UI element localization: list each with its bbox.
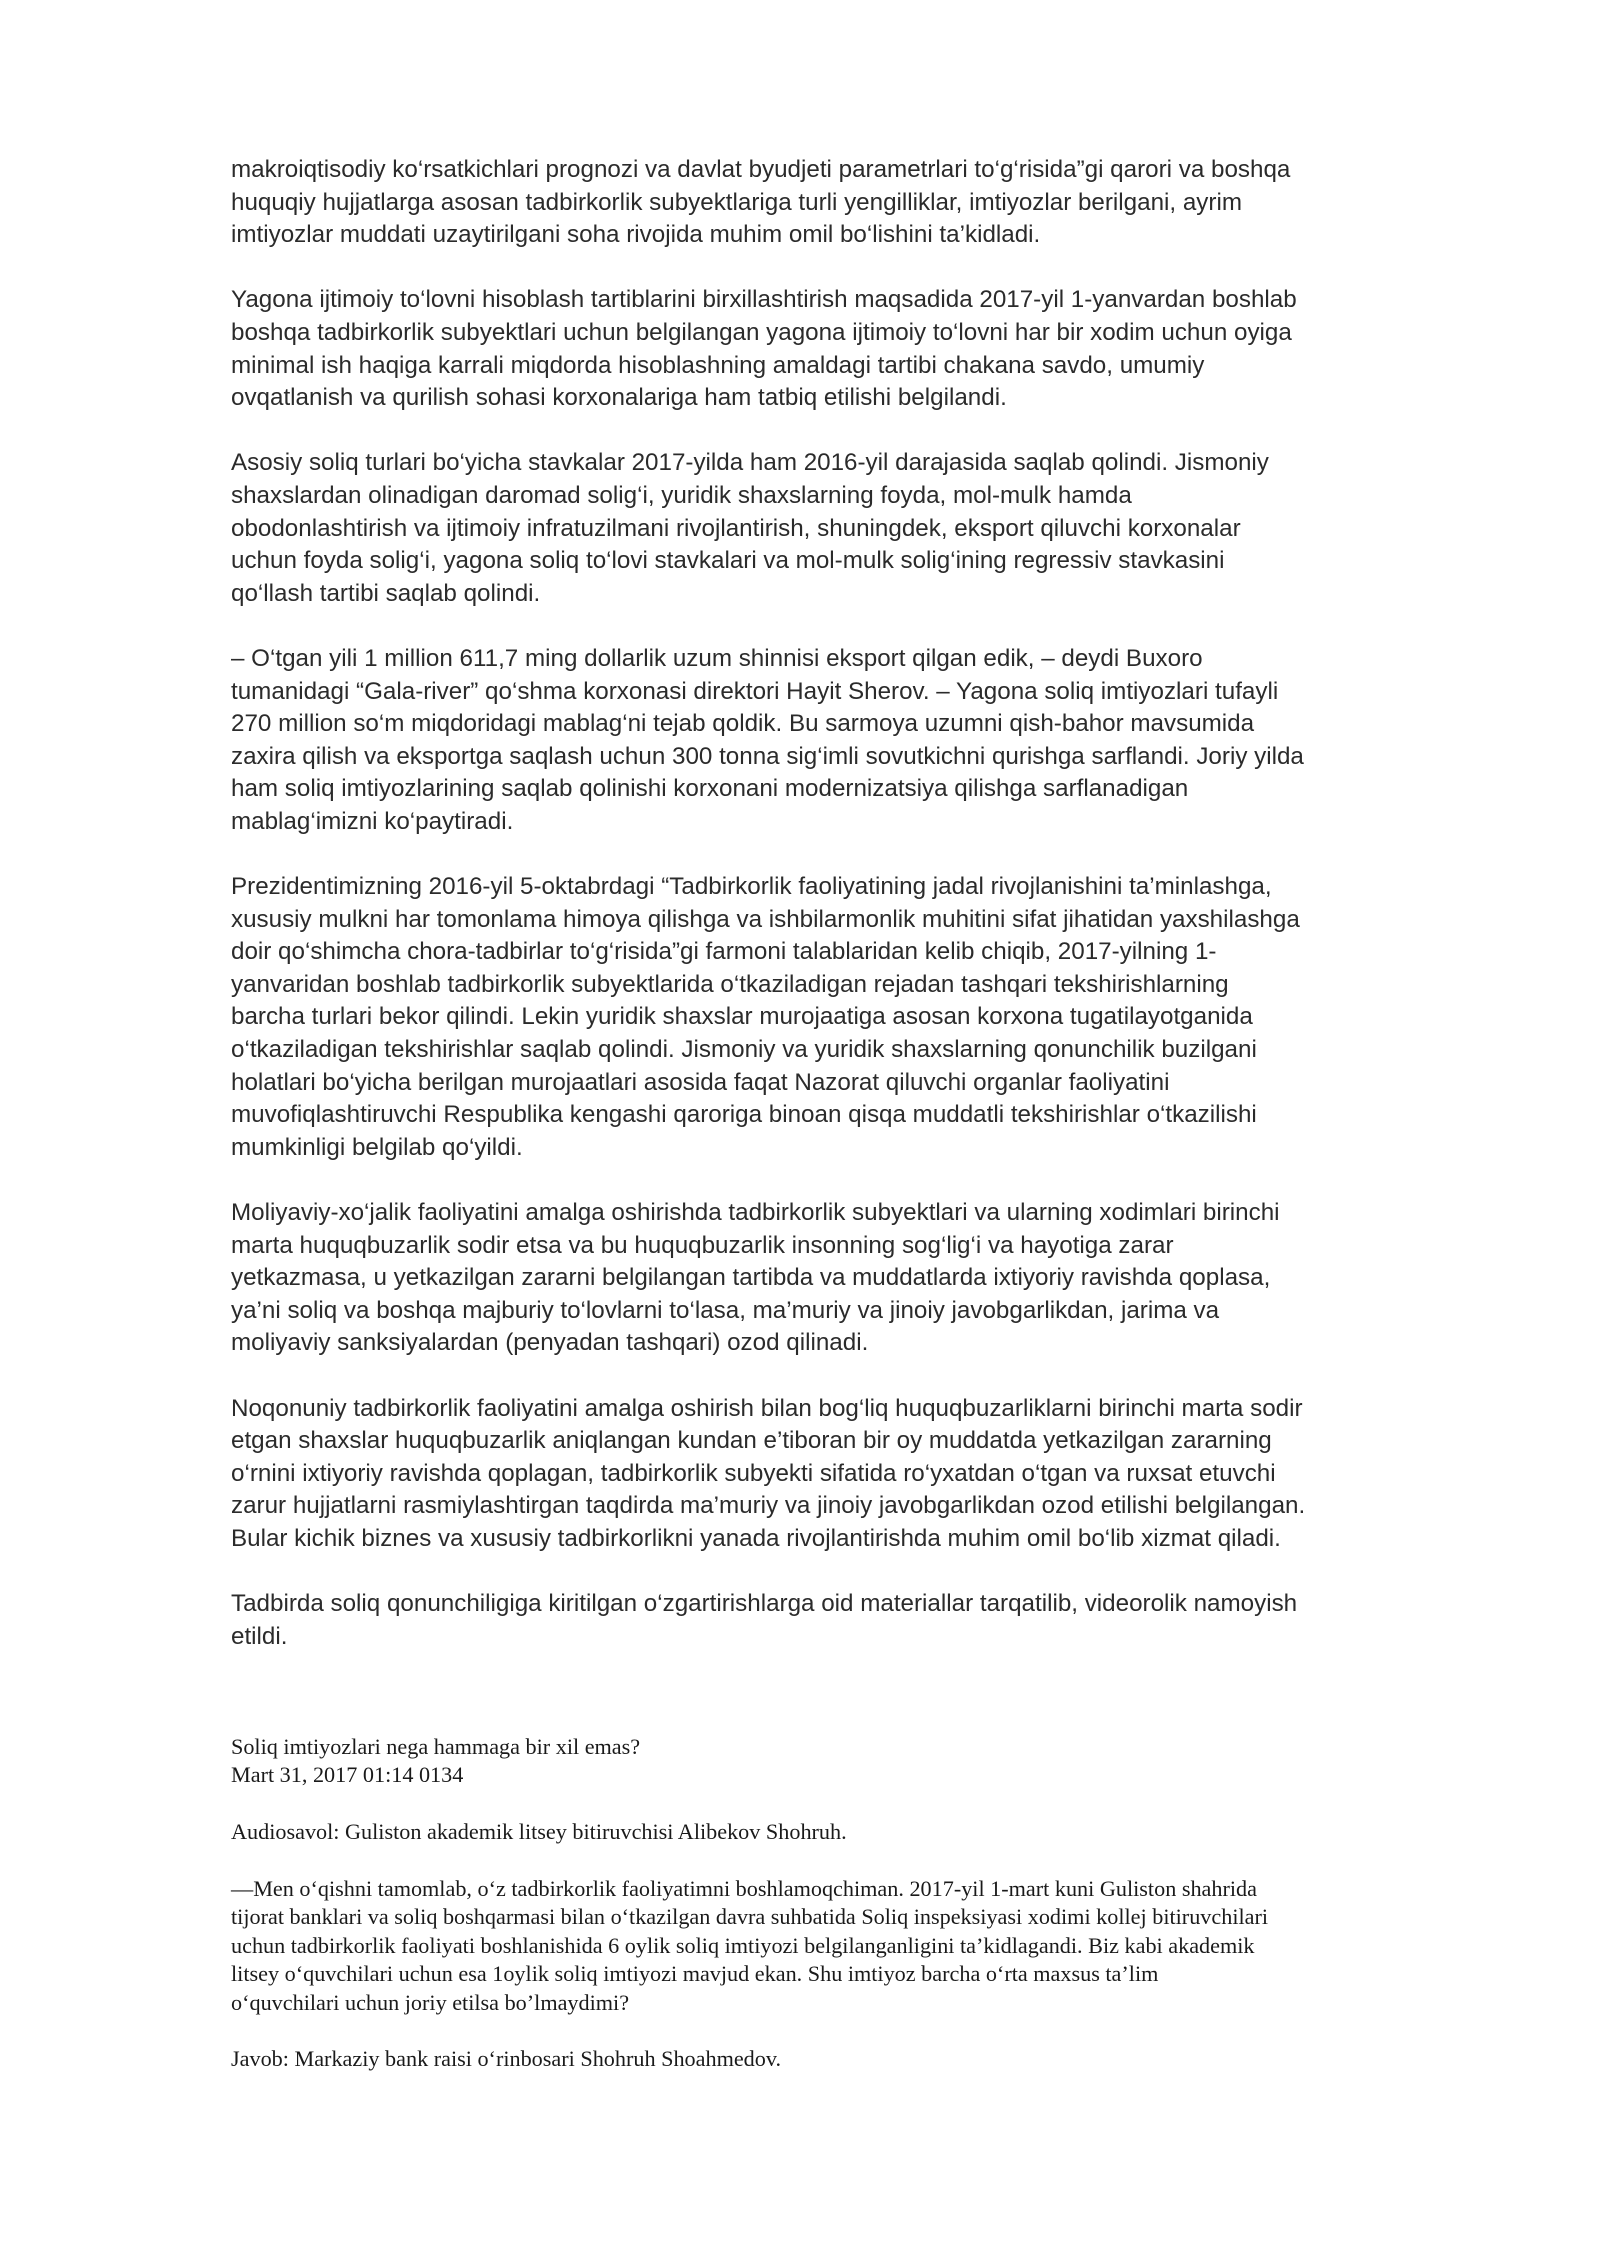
qa-header: [231, 1733, 1531, 1790]
qa-heading: Soliq imtiyozlari nega hammaga bir xil emas?: [231, 1734, 641, 1759]
article-paragraph: Asosiy soliq turlari bo‘yicha stavkalar 2017-yilda ham 2016-yil darajasida saqlab qolindi. Jismoniy shaxslardan olinadigan daromad solig‘i, yuridik shaxslarning foyda, mol-mulk hamda obodonlashtirish va ijtimoiy infratuzilmani rivojlantirish, shuningdek, eksport qiluvchi korxonalar uchun foyda solig‘i, yagona soliq to‘lovi stavkalari va mol-mulk solig‘ining regressiv stavkasini qo‘llash tartibi saqlab qolindi.: [231, 449, 1269, 607]
qa-question-intro: Audiosavol: Guliston akademik litsey bitiruvchisi Alibekov Shohruh.: [231, 1819, 847, 1845]
article-paragraph: Tadbirda soliq qonunchiligiga kiritilgan o‘zgartirishlarga oid materiallar tarqatilib, videorolik namoyish etildi.: [231, 1590, 1298, 1650]
qa-section: [231, 1733, 1531, 2102]
article-paragraph: Moliyaviy-xo‘jalik faoliyatini amalga oshirishda tadbirkorlik subyektlari va ularning xodimlari birinchi marta huquqbuzarlik sodir etsa va bu huquqbuzarlik insonning sog‘lig‘i va hayotiga zarar yetkazmasa, u yetkazilgan zararni belgilangan tartibda va muddatlarda ixtiyoriy ravishda qoplasa, ya’ni soliq va boshqa majburiy to‘lovlarni to‘lasa, ma’muriy va jinoiy javobgarlikdan, jarima va moliyaviy sanksiyalardan (penyadan tashqari) ozod qilinadi.: [231, 1199, 1280, 1357]
article-body: [231, 154, 1531, 1686]
article-paragraph: Yagona ijtimoiy to‘lovni hisoblash tartiblarini birxillashtirish maqsadida 2017-yil 1-yanvardan boshlab boshqa tadbirkorlik subyektlari uchun belgilangan yagona ijtimoiy to‘lovni har bir xodim uchun oyiga minimal ish haqiga karrali miqdorda hisoblashning amaldagi tartibi chakana savdo, umumiy ovqatlanish va qurilish sohasi korxonalariga ham tatbiq etilishi belgilandi.: [231, 286, 1297, 412]
qa-question: —Men o‘qishni tamomlab, o‘z tadbirkorlik faoliyatimni boshlamoqchiman. 2017-yil 1-mart kuni Guliston shahrida tijorat banklari va soliq boshqarmasi bilan o‘tkazilgan davra suhbatida Soliq inspeksiyasi xodimi kollej bitiruvchilari uchun tadbirkorlik faoliyati boshlanishida 6 oylik soliq imtiyozi belgilanganligini ta’kidlagandi. Biz kabi akademik litsey o‘quvchilari uchun esa 1oylik soliq imtiyozi mavjud ekan. Shu imtiyoz barcha o‘rta maxsus ta’lim o‘quvchilari uchun joriy etilsa bo’lmaydimi?: [231, 1876, 1269, 2015]
qa-dateline: Mart 31, 2017 01:14 0134: [231, 1762, 464, 1788]
qa-answer-intro: Javob: Markaziy bank raisi o‘rinbosari Shohruh Shoahmedov.: [231, 2046, 782, 2072]
article-paragraph: Prezidentimizning 2016-yil 5-oktabrdagi “Tadbirkorlik faoliyatining jadal rivojlanishini ta’minlashga, xususiy mulkni har tomonlama himoya qilishga va ishbilarmonlik muhitini sifat jihatidan yaxshilashga doir qo‘shimcha chora-tadbirlar to‘g‘risida”gi farmoni talablaridan kelib chiqib, 2017-yilning 1- yanvaridan boshlab tadbirkorlik subyektlarida o‘tkaziladigan rejadan tashqari tekshirishlarning barcha turlari bekor qilindi. Lekin yuridik shaxslar murojaatiga asosan korxona tugatilayotganida o‘tkaziladigan tekshirishlar saqlab qolindi. Jismoniy va yuridik shaxslarning qonunchilik buzilgani holatlari bo‘yicha berilgan murojaatlari asosida faqat Nazorat qiluvchi organlar faoliyatini muvofiqlashtiruvchi Respublika kengashi qaroriga binoan qisqa muddatli tekshirishlar o‘tkazilishi mumkinligi belgilab qo‘yildi.: [231, 873, 1300, 1161]
article-paragraph: Noqonuniy tadbirkorlik faoliyatini amalga oshirish bilan bog‘liq huquqbuzarliklarni birinchi marta sodir etgan shaxslar huquqbuzarlik aniqlangan kundan e’tiboran bir oy muddatda yetkazilgan zararning o‘rnini ixtiyoriy ravishda qoplagan, tadbirkorlik subyekti sifatida ro‘yxatdan o‘tgan va ruxsat etuvchi zarur hujjatlarni rasmiylashtirgan taqdirda ma’muriy va jinoiy javobgarlikdan ozod etilishi belgilangan. Bular kichik biznes va xususiy tadbirkorlikni yanada rivojlantirishda muhim omil bo‘lib xizmat qiladi.: [231, 1394, 1306, 1552]
article-paragraph: – O‘tgan yili 1 million 611,7 ming dollarlik uzum shinnisi eksport qilgan edik, – deydi Buxoro tumanidagi “Gala-river” qo‘shma korxonasi direktori Hayit Sherov. – Yagona soliq imtiyozlari tufayli 270 million so‘m miqdoridagi mablag‘ni tejab qoldik. Bu sarmoya uzumni qish-bahor mavsumida zaxira qilish va eksportga saqlash uchun 300 tonna sig‘imli sovutkichni qurishga sarflandi. Joriy yilda ham soliq imtiyozlarining saqlab qolinishi korxonani modernizatsiya qilishga sarflanadigan mablag‘imizni ko‘paytiradi.: [231, 644, 1304, 835]
article-paragraph: makroiqtisodiy ko‘rsatkichlari prognozi va davlat byudjeti parametrlari to‘g‘risida”gi qarori va boshqa huquqiy hujjatlarga asosan tadbirkorlik subyektlariga turli yengilliklar, imtiyozlar berilgani, ayrim imtiyozlar muddati uzaytirilgani soha rivojida muhim omil bo‘lishini ta’kidladi.: [231, 156, 1291, 249]
